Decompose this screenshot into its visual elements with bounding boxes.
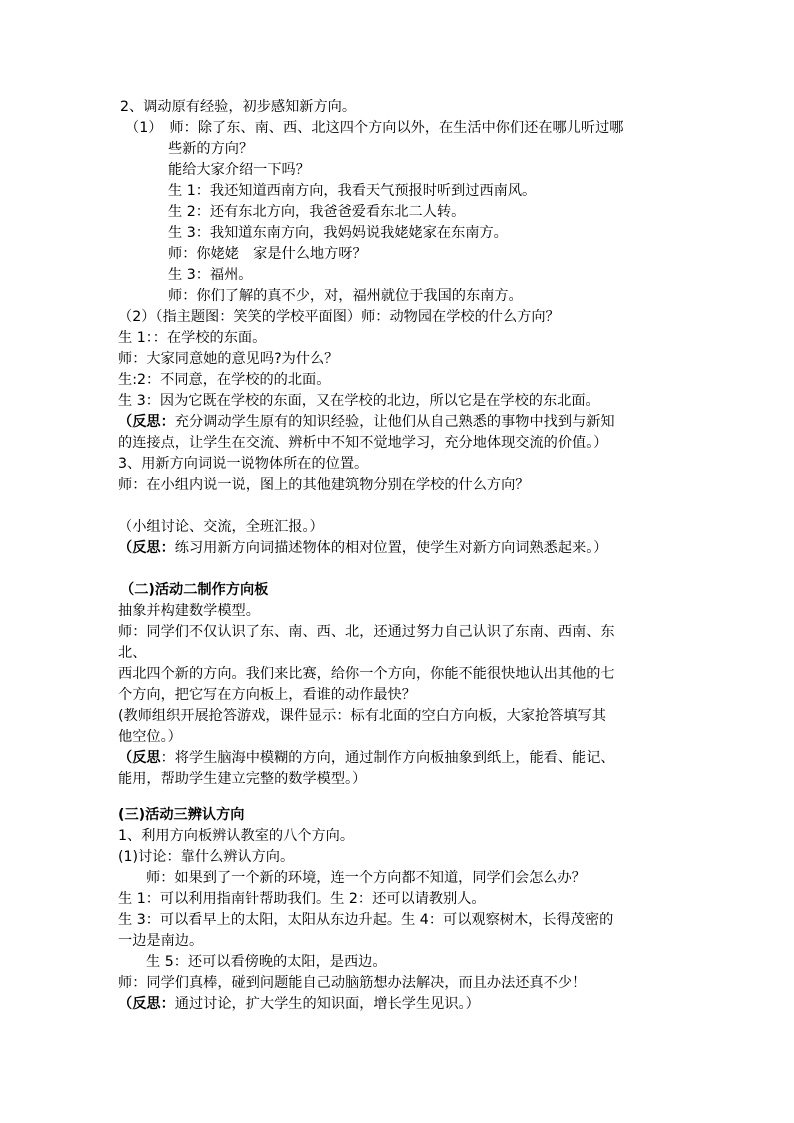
text-line: 1、利用方向板辨认教室的八个方向。 (118, 828, 355, 844)
text-line: (教师组织开展抢答游戏，课件显示：标有北面的空白方向板，大家抢答填写其 (118, 708, 606, 724)
reflection-label: （反思： (118, 540, 175, 556)
dialogue-line: 生 3：福州。 (168, 267, 253, 283)
dialogue-line: 生 1：可以利用指南针帮助我们。生 2：还可以请教别人。 (118, 891, 486, 907)
text-line: 些新的方向？ (168, 141, 254, 157)
reflection-line (118, 539, 607, 557)
question-line: （1） 师：除了东、南、西、北这四个方向以外，在生活中你们还在哪儿听过哪 (125, 120, 624, 136)
activity-heading-text: （二)活动二制作方向板 (120, 582, 269, 598)
dialogue-line: 师：如果到了一个新的环境，连一个方向都不知道，同学们会怎么办？ (146, 870, 586, 886)
activity-heading (118, 806, 244, 824)
text-line: 的连接点，让学生在交流、辨析中不知不觉地学习，充分地体现交流的价值。） (118, 435, 608, 451)
text-line: 抽象并构建数学模型。 (118, 603, 260, 619)
reflection-text: 练习用新方向词描述物体的相对位置，使学生对新方向词熟悉起来。） (174, 540, 608, 556)
dialogue-line: 生 3：因为它既在学校的东面，又在学校的北边，所以它是在学校的东北面。 (118, 393, 600, 409)
reflection-label: （反思： (118, 996, 175, 1012)
reflection-line (118, 995, 480, 1013)
dialogue-line: 生 5：还可以看傍晚的太阳，是西边。 (146, 954, 387, 970)
dialogue-line: 师：大家同意她的意见吗?为什么？ (118, 351, 339, 367)
section-heading: 2、调动原有经验，初步感知新方向。 (120, 99, 357, 115)
dialogue-line: 师：在小组内说一说，图上的其他建筑物分别在学校的什么方向？ (118, 477, 530, 493)
reflection-label: （反思 (118, 750, 161, 766)
reflection-text: ：将学生脑海中模糊的方向，通过制作方向板抽象到纸上，能看、能记、 (160, 750, 615, 766)
dialogue-line: 生 3：可以看早上的太阳，太阳从东边升起。生 4：可以观察树木，长得茂密的 (118, 912, 614, 928)
dialogue-line: 师：你姥姥 家是什么地方呀？ (168, 246, 367, 262)
activity-heading (120, 581, 268, 599)
dialogue-line: 师：你们了解的真不少，对，福州就位于我国的东南方。 (168, 288, 523, 304)
text-line: 北、 (118, 645, 147, 661)
text-line: 能用，帮助学生建立完整的数学模型。） (118, 771, 367, 787)
reflection-label: （反思： (118, 414, 175, 430)
dialogue-line: 生 3：我知道东南方向，我妈妈说我姥姥家在东南方。 (168, 225, 508, 241)
text-line: 能给大家介绍一下吗？ (168, 162, 310, 178)
section-heading: 3、用新方向词说一说物体所在的位置。 (118, 456, 369, 472)
reflection-text: 充分调动学生原有的知识经验，让他们从自己熟悉的事物中找到与新知 (174, 414, 615, 430)
dialogue-line: 生 1：：在学校的东面。 (118, 330, 267, 346)
reflection-text: 通过讨论，扩大学生的知识面，增长学生见识。） (174, 996, 480, 1012)
text-line: 一边是南边。 (118, 933, 204, 949)
text-line: 他空位。） (118, 729, 182, 745)
activity-heading-text: (三)活动三辨认方向 (118, 807, 245, 823)
text-line: （小组讨论、交流，全班汇报。） (118, 519, 324, 535)
dialogue-line: 生:2：不同意，在学校的的北面。 (118, 372, 331, 388)
dialogue-line: 师：同学们真棒，碰到问题能自己动脑筋想办法解决，而且办法还真不少！ (118, 975, 587, 991)
text-line: 西北四个新的方向。我们来比赛，给你一个方向，你能不能很快地认出其他的七 (118, 666, 615, 682)
reflection-line (118, 413, 615, 431)
dialogue-line: 生 2：还有东北方向，我爸爸爱看东北二人转。 (168, 204, 466, 220)
reflection-line (118, 749, 615, 767)
dialogue-line: 师：同学们不仅认识了东、南、西、北，还通过努力自己认识了东南、西南、东 (118, 624, 615, 640)
question-line: （2）（指主题图：笑笑的学校平面图）师：动物园在学校的什么方向？ (118, 309, 560, 325)
dialogue-line: 生 1：我还知道西南方向，我看天气预报时听到过西南风。 (168, 183, 537, 199)
text-line: 个方向，把它写在方向板上，看谁的动作最快？ (118, 687, 416, 703)
text-line: (1)讨论：靠什么辨认方向。 (118, 849, 295, 865)
